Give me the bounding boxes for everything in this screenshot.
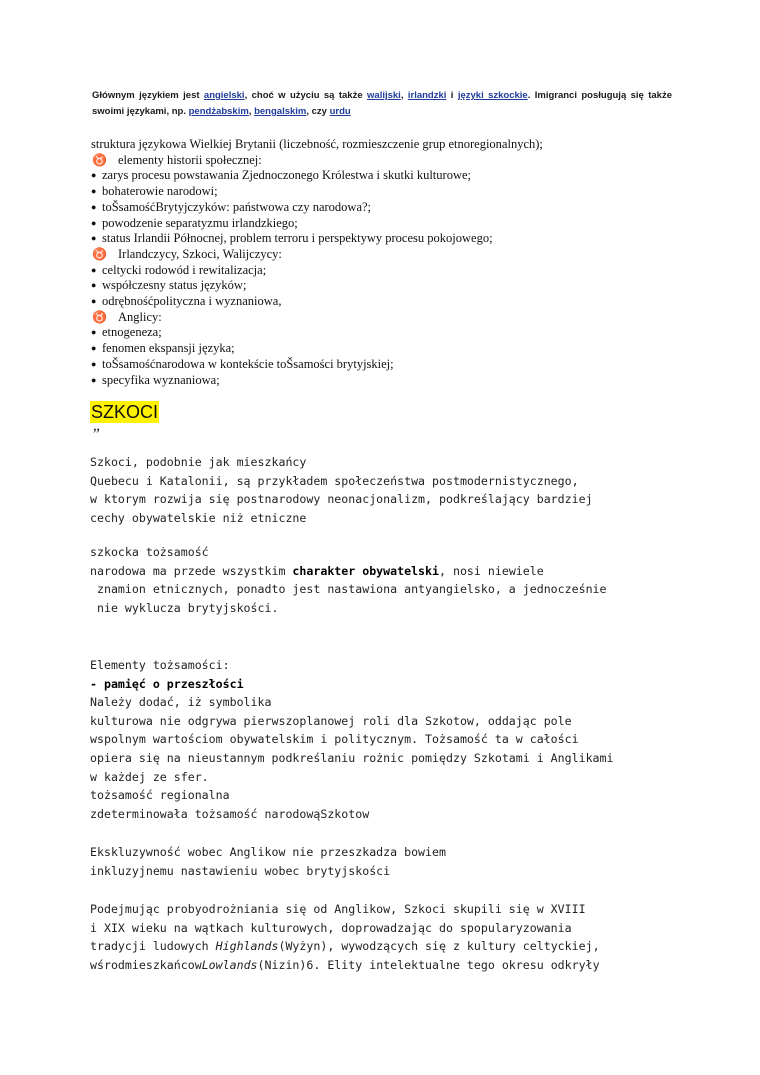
list-item-text: zarys procesu powstawania Zjednoczonego Królestwa i skutki kulturowe; (102, 168, 471, 183)
intro-text: , choć w użyciu są także (244, 90, 368, 101)
paragraph-identity-elements (90, 656, 710, 823)
text-line (90, 956, 710, 975)
list-item-text: współczesny status języków; (102, 278, 247, 293)
bullet-icon: ● (91, 233, 97, 244)
outline-section-header (91, 153, 691, 169)
text-line: w każdej ze sfer. (90, 769, 209, 784)
bullet-icon: ● (91, 374, 97, 385)
list-item (91, 278, 691, 294)
text-line: tożsamość regionalna (90, 788, 230, 803)
bullet-icon: ● (91, 170, 97, 181)
intro-text: , czy (306, 106, 330, 117)
paragraph-scots-comparison (90, 453, 710, 527)
text-line: Quebecu i Katalonii, są przykładem społeczeństwa postmodernistycznego, (90, 473, 579, 488)
intro-text: . Imigranci posługują się także swoimi językami, np. (92, 90, 672, 117)
taurus-symbol-icon: ♉ (92, 152, 107, 167)
text-line (90, 562, 710, 581)
outline-intro-line: struktura językowa Wielkiej Brytanii (liczebność, rozmieszczenie grup etnoregionalnych); (91, 137, 543, 151)
list-item-text: toŠsamośćBrytyjczyków: państwowa czy narodowa?; (102, 199, 372, 214)
link-punjabi[interactable]: pendżabskim (188, 106, 249, 117)
list-item-text: celtycki rodowód i rewitalizacja; (102, 262, 267, 277)
list-item-text: etnogeneza; (102, 325, 162, 340)
list-item-text: specyfika wyznaniowa; (102, 372, 220, 387)
bullet-icon: ● (91, 280, 97, 291)
text-line: nie wyklucza brytyjskości. (90, 600, 279, 615)
subheading-bold: - pamięć o przeszłości (90, 676, 244, 691)
list-item-text: odrębnośćpolityczna i wyznaniowa, (102, 294, 282, 309)
text-span: narodowa ma przede wszystkim (90, 563, 293, 578)
text-line: inkluzyjnemu nastawieniu wobec brytyjskości (90, 863, 391, 878)
list-item-text: status Irlandii Północnej, problem terroru i perspektywy procesu pokojowego; (102, 231, 493, 246)
text-line: kulturowa nie odgrywa pierwszoplanowej roli dla Szkotow, oddając pole (90, 713, 572, 728)
link-bengali[interactable]: bengalskim (254, 106, 307, 117)
text-line: Elementy tożsamości: (90, 658, 230, 672)
bullet-icon: ● (91, 343, 97, 354)
section-heading: SZKOCI (91, 402, 159, 422)
text-span: (Nizin)6. Elity intelektualne tego okresu odkryły (257, 957, 600, 972)
link-welsh[interactable]: walijski (367, 90, 401, 101)
emphasis-italic: Lowlands (201, 957, 258, 972)
link-scots-languages[interactable]: języki szkockie (457, 90, 528, 101)
bullet-icon: ● (91, 217, 97, 228)
text-span: wśrodmieszkańcow (90, 957, 202, 972)
list-item (91, 200, 691, 216)
list-item (91, 373, 691, 389)
intro-text: i (446, 90, 458, 101)
text-line (90, 675, 710, 694)
text-line: znamion etnicznych, ponadto jest nastawiona antyangielsko, a jednocześnie (90, 582, 607, 597)
list-item (91, 357, 691, 373)
list-item-text: toŠsamośćnarodowa w kontekście toŠsamości brytyjskiej; (102, 356, 394, 371)
list-item-text: powodzenie separatyzmu irlandzkiego; (102, 215, 298, 230)
link-english[interactable]: angielski (203, 90, 245, 101)
text-line: opiera się na nieustannym podkreślaniu rożnic pomiędzy Szkotami i Anglikami (90, 750, 614, 765)
section-title: Anglicy: (118, 309, 162, 324)
list-item-text: fenomen ekspansji języka; (102, 341, 235, 356)
list-item (91, 294, 691, 310)
topic-outline (91, 137, 691, 388)
text-line: wspolnym wartościom obywatelskim i politycznym. Tożsamość ta w całości (90, 732, 579, 747)
text-span: , nosi niewiele (439, 563, 544, 578)
text-line: zdeterminowała tożsamość narodowąSzkotow (90, 806, 370, 821)
list-item-text: bohaterowie narodowi; (102, 184, 218, 199)
section-heading-wrap (90, 401, 159, 423)
text-line: cechy obywatelskie niż etniczne (90, 510, 307, 525)
list-item (91, 341, 691, 357)
outline-section-header (91, 247, 691, 263)
emphasis-bold: charakter obywatelski (292, 563, 440, 578)
paragraph-scottish-identity (90, 543, 710, 617)
paragraph-cultural-differentiation (90, 900, 710, 974)
outline-section-header (91, 310, 691, 326)
text-line: Podejmując probyodrożniania się od Anglikow, Szkoci skupili się w XVIII (90, 902, 586, 916)
paragraph-exclusivity (90, 843, 710, 880)
bullet-icon: ● (91, 358, 97, 369)
text-line: Ekskluzywność wobec Anglikow nie przeszkadza bowiem (90, 845, 446, 859)
text-span: (Wyżyn), wywodzących się z kultury celtyckiej, (278, 939, 600, 954)
emphasis-italic: Highlands (215, 939, 279, 954)
list-item (91, 184, 691, 200)
intro-paragraph (92, 88, 672, 120)
taurus-symbol-icon: ♉ (92, 246, 107, 261)
list-item (91, 325, 691, 341)
text-span: tradycji ludowych (90, 939, 216, 954)
text-line: szkocka tożsamość (90, 545, 209, 559)
bullet-icon: ● (91, 186, 97, 197)
section-title: elementy historii społecznej: (118, 152, 262, 167)
list-item (91, 231, 691, 247)
bullet-icon: ● (91, 296, 97, 307)
text-line: Należy dodać, iż symbolika (90, 695, 272, 710)
intro-text: , (400, 90, 408, 101)
list-item (91, 216, 691, 232)
quotation-mark: ” (91, 426, 100, 443)
bullet-icon: ● (91, 201, 97, 212)
intro-text: Głównym językiem jest (92, 90, 204, 101)
text-line: i XIX wieku na wątkach kulturowych, doprowadzając do spopularyzowania (90, 920, 572, 935)
bullet-icon: ● (91, 327, 97, 338)
text-line: w ktorym rozwija się postnarodowy neonacjonalizm, podkreślający bardziej (90, 492, 593, 507)
text-line: Szkoci, podobnie jak mieszkańcy (90, 455, 307, 469)
text-line (90, 937, 710, 956)
bullet-icon: ● (91, 264, 97, 275)
link-irish[interactable]: irlandzki (407, 90, 447, 101)
intro-text: , (248, 106, 255, 117)
link-urdu[interactable]: urdu (329, 106, 351, 117)
list-item (91, 168, 691, 184)
list-item (91, 263, 691, 279)
section-title: Irlandczycy, Szkoci, Walijczycy: (118, 246, 282, 261)
taurus-symbol-icon: ♉ (92, 309, 107, 324)
